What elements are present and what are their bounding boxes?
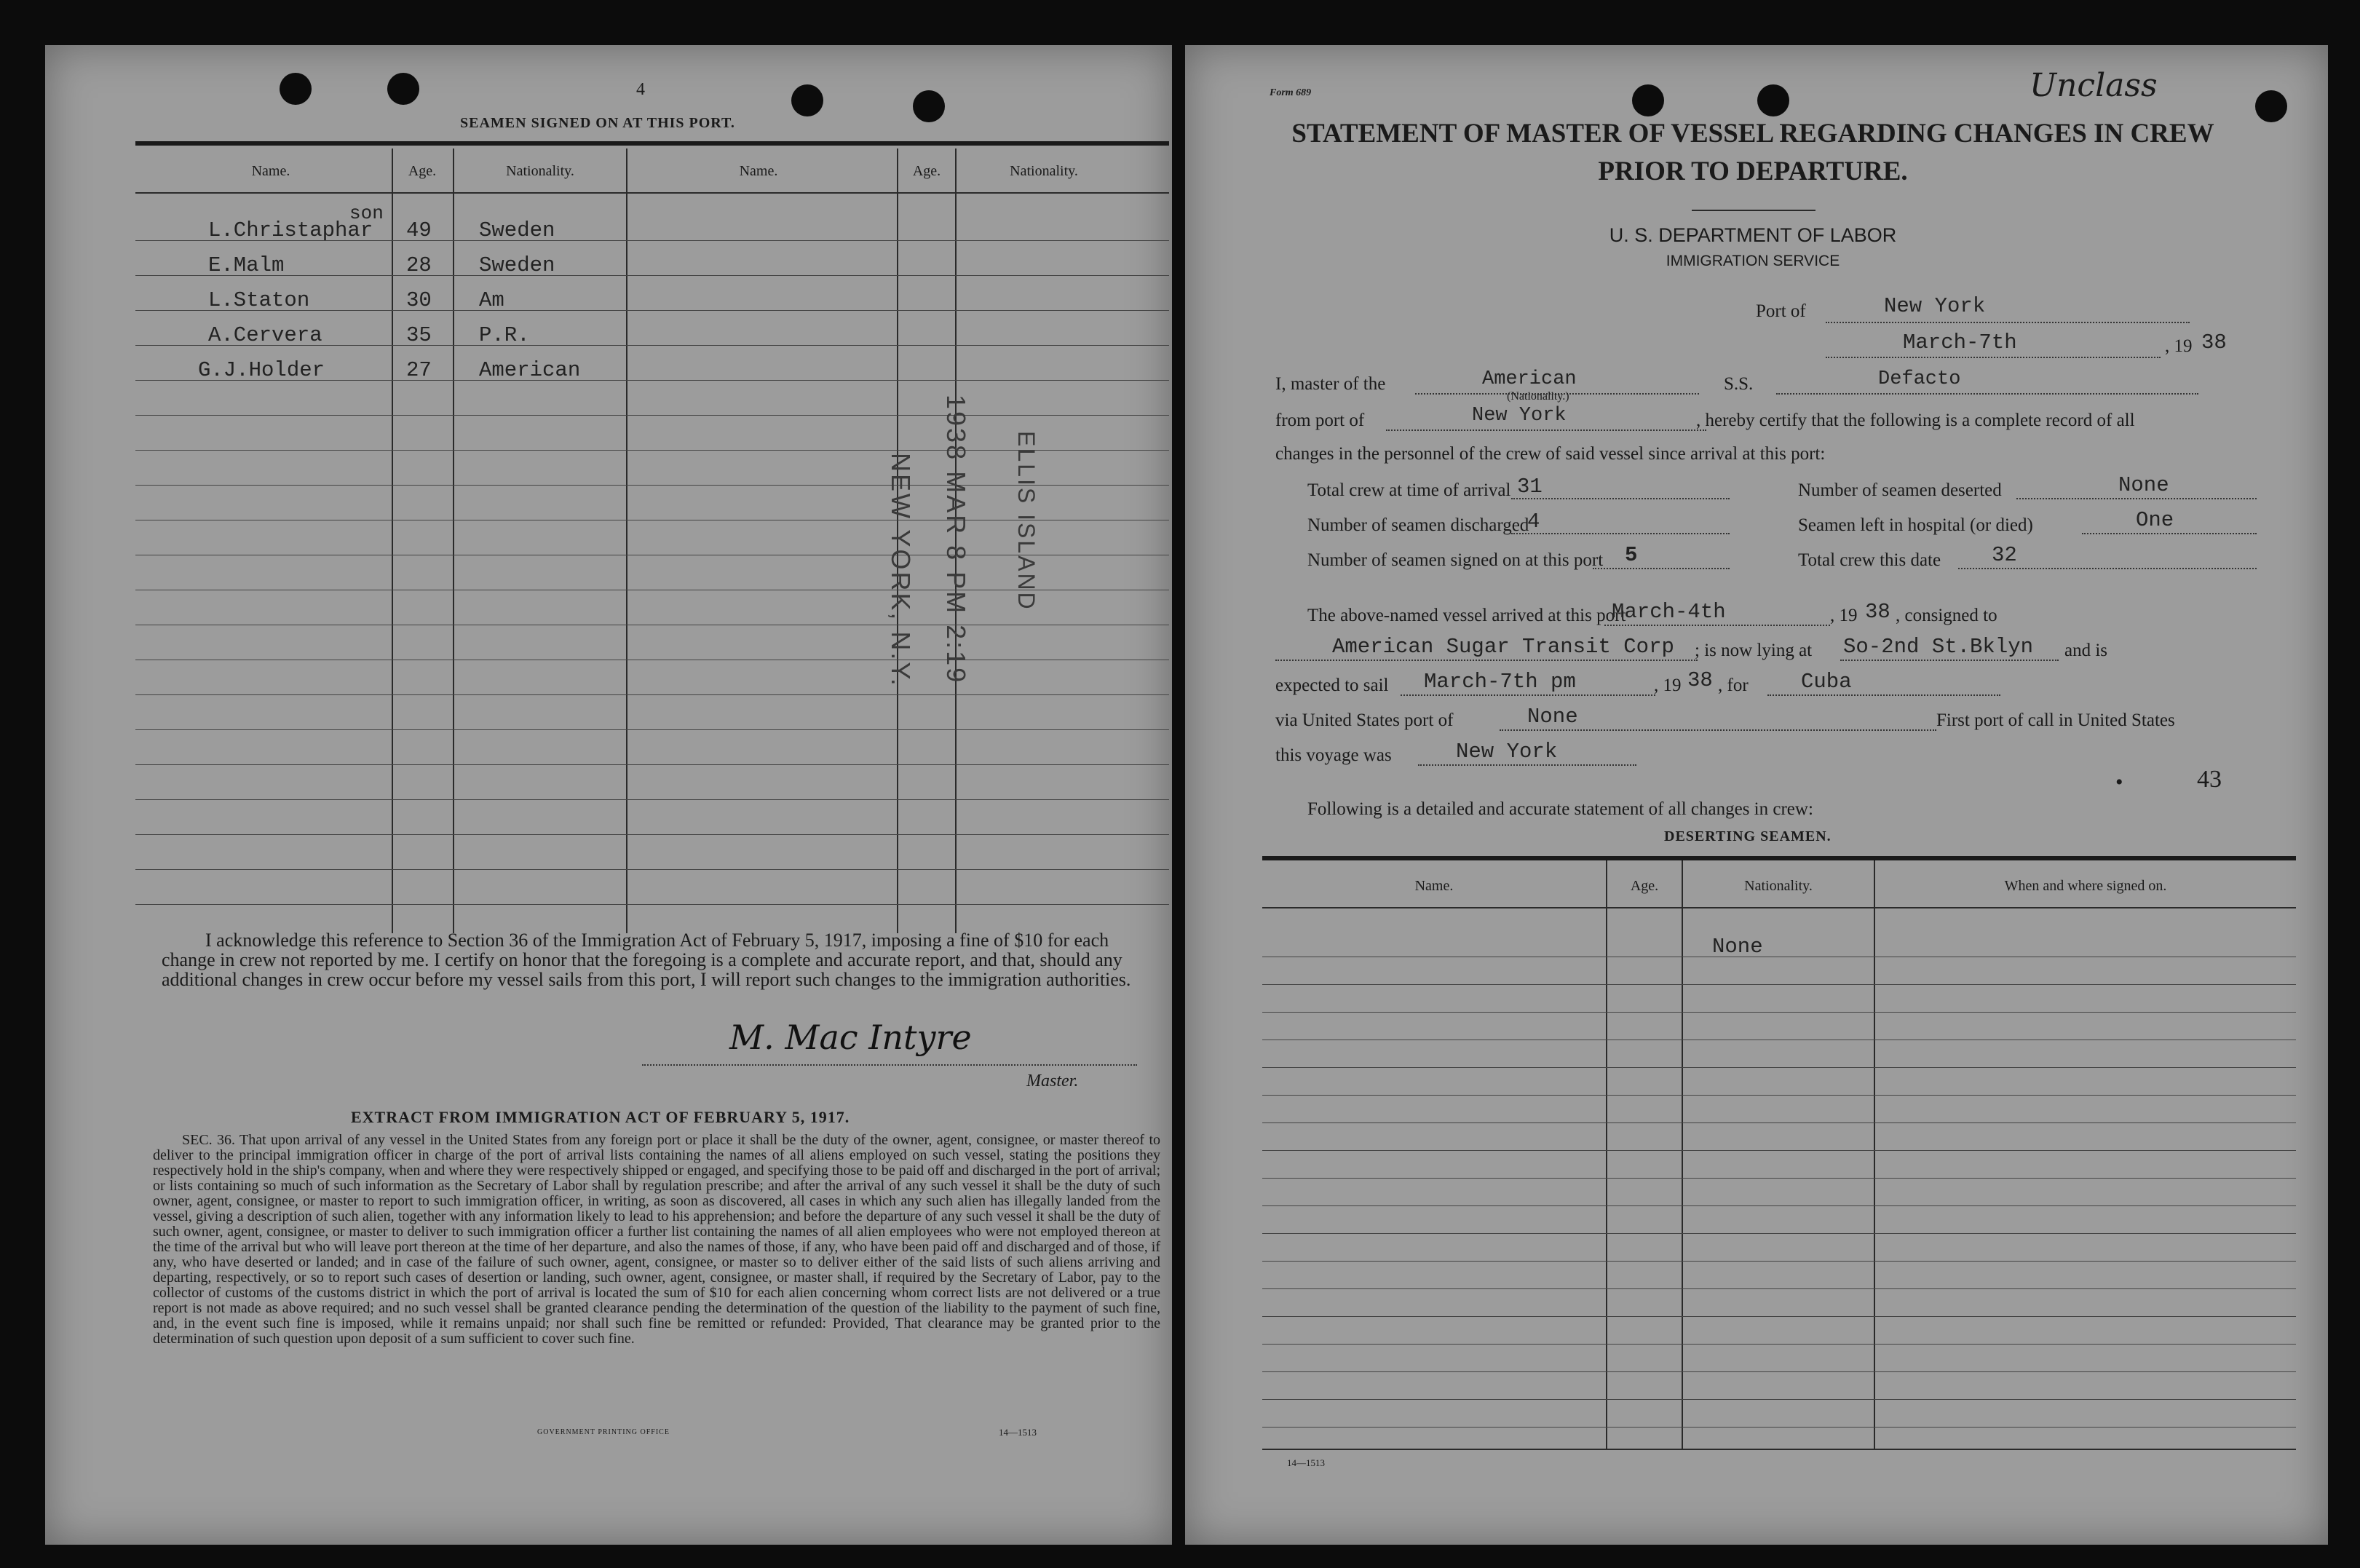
from-port-line	[1386, 429, 1706, 431]
consignee-line	[1275, 660, 1698, 661]
deserting-col-nationality: Nationality.	[1744, 878, 1813, 894]
crew-name: E.Malm	[208, 253, 285, 277]
signed-on-label: Number of seamen signed on at this port	[1307, 550, 1604, 570]
crew-age: 27	[406, 358, 432, 382]
deserted-label: Number of seamen deserted	[1798, 480, 2002, 500]
row-rule	[1262, 1150, 2296, 1151]
row-rule	[135, 834, 1169, 835]
row-rule	[1262, 984, 2296, 985]
port-label: Port of	[1756, 301, 1806, 321]
total-date-label: Total crew this date	[1798, 550, 1941, 570]
department: U. S. DEPARTMENT OF LABOR	[1609, 224, 1897, 246]
row-rule	[1262, 1399, 2296, 1400]
sail-year-label: , 19	[1654, 676, 1682, 695]
margin-number: 43	[2197, 766, 2222, 793]
vessel-line	[1776, 393, 2198, 395]
crew-nationality: Sweden	[479, 218, 555, 242]
row-rule	[1262, 1344, 2296, 1345]
row-rule	[1262, 1288, 2296, 1289]
receipt-stamp-office: ELLIS ISLAND	[1013, 431, 1040, 611]
expected-label: expected to sail	[1275, 676, 1389, 695]
crew-age: 35	[406, 323, 432, 347]
hospital-line	[2082, 533, 2257, 534]
row-rule	[1262, 1261, 2296, 1262]
crew-age: 30	[406, 288, 432, 312]
row-rule	[135, 904, 1169, 905]
discharged-line	[1511, 533, 1730, 534]
crew-name: L.Staton	[208, 288, 310, 312]
hospital-label: Seamen left in hospital (or died)	[1798, 515, 2033, 535]
receipt-stamp-city: NEW YORK, N.Y.	[886, 453, 916, 688]
corner-note: Unclass	[2030, 67, 2158, 104]
arrived-line	[1604, 625, 1830, 626]
right-page	[1185, 45, 2328, 1545]
row-rule	[1262, 1316, 2296, 1317]
from-port-value: New York	[1472, 405, 1567, 427]
ss-label: S.S.	[1724, 374, 1754, 394]
table-header-rule	[135, 192, 1169, 194]
crew-age: 49	[406, 218, 432, 242]
date-year-prefix: , 19	[2165, 336, 2193, 356]
date-value: March-7th	[1903, 330, 2017, 355]
deserting-col-divider	[1606, 860, 1607, 1449]
row-rule	[1262, 1371, 2296, 1372]
punch-hole	[280, 73, 312, 105]
date-line	[1826, 357, 2161, 358]
vessel-value: Defacto	[1878, 368, 1961, 390]
total-arrival-line	[1511, 498, 1730, 499]
crew-name: A.Cervera	[208, 323, 322, 347]
deserting-col-signed-on: When and where signed on.	[2004, 878, 2167, 894]
arrived-label: The above-named vessel arrived at this port	[1307, 606, 1626, 625]
deserted-value: None	[2118, 473, 2169, 497]
row-rule	[1262, 1012, 2296, 1013]
discharged-label: Number of seamen discharged	[1307, 515, 1529, 535]
via-value: None	[1527, 705, 1578, 729]
service: IMMIGRATION SERVICE	[1666, 253, 1840, 269]
col-divider	[392, 149, 393, 933]
punch-hole	[791, 84, 823, 116]
row-rule	[1262, 1095, 2296, 1096]
col-header-nationality-2: Nationality.	[1010, 163, 1078, 179]
voyage-value: New York	[1456, 740, 1558, 764]
page-number: 4	[636, 80, 645, 99]
and-is-label: and is	[2064, 641, 2108, 660]
table-top-rule	[135, 141, 1169, 146]
sail-value: March-7th pm	[1424, 670, 1576, 694]
crew-name: G.J.Holder	[198, 358, 325, 382]
hospital-value: One	[2136, 508, 2174, 532]
extract-title: EXTRACT FROM IMMIGRATION ACT OF FEBRUARY 5, 1917.	[351, 1108, 850, 1126]
row-rule	[1262, 1067, 2296, 1068]
col-divider	[453, 149, 454, 933]
punch-hole	[913, 90, 945, 122]
destination-line	[1767, 694, 2000, 696]
row-rule	[135, 275, 1169, 276]
crew-age: 28	[406, 253, 432, 277]
voyage-label: this voyage was	[1275, 745, 1392, 765]
col-header-name: Name.	[251, 163, 290, 179]
signature-label: Master.	[1026, 1072, 1079, 1090]
lying-value: So-2nd St.Bklyn	[1843, 635, 2034, 659]
destination-value: Cuba	[1801, 670, 1852, 694]
certify-text-2: changes in the personnel of the crew of said vessel since arrival at this port:	[1275, 444, 1826, 464]
form-code: 14—1513	[999, 1427, 1037, 1438]
row-rule	[135, 729, 1169, 730]
total-date-line	[1958, 568, 2257, 569]
receipt-stamp-date: 1938 MAR 8 PM 2:19	[941, 395, 971, 685]
deserting-table-bottom	[1262, 1449, 2296, 1450]
deserting-col-divider	[1682, 860, 1683, 1449]
consigned-label: , consigned to	[1896, 606, 1997, 625]
via-line	[1500, 729, 1936, 731]
nationality-value: American	[1482, 368, 1577, 390]
certify-text-1: , hereby certify that the following is a complete record of all	[1696, 411, 2135, 430]
form-title-line1: STATEMENT OF MASTER OF VESSEL REGARDING CHANGES IN CREW	[1291, 119, 2214, 149]
sail-line	[1401, 694, 1655, 696]
row-rule	[1262, 1205, 2296, 1206]
voyage-line	[1418, 764, 1636, 766]
lying-line	[1840, 660, 2059, 661]
port-value: New York	[1884, 294, 1986, 318]
deserting-col-divider	[1874, 860, 1875, 1449]
acknowledgment-text: I acknowledge this reference to Section 36 of the Immigration Act of February 5, 1917, imposing a fine of $10 for each change in crew not reported by me. I certify on honor that the foregoing is a complete and accurate report, and that, should any additional changes in crew occur before my vessel sails from this port, I will report such changes to the immigration authorities.	[162, 930, 1131, 990]
punch-hole	[1632, 84, 1664, 116]
col-header-name-2: Name.	[739, 163, 778, 179]
name-note: son	[349, 202, 384, 224]
first-port-label: First port of call in United States	[1936, 710, 2175, 730]
row-rule	[1262, 1427, 2296, 1428]
arrived-year-value: 38	[1865, 600, 1890, 624]
row-rule	[135, 415, 1169, 416]
from-port-label: from port of	[1275, 411, 1365, 430]
arrived-year-label: , 19	[1830, 606, 1858, 625]
total-arrival-label: Total crew at time of arrival	[1307, 480, 1511, 500]
col-header-nationality: Nationality.	[506, 163, 574, 179]
deserting-entry: None	[1712, 935, 1763, 959]
row-rule	[135, 764, 1169, 765]
crew-nationality: P.R.	[479, 323, 530, 347]
form-label: Form 689	[1270, 87, 1312, 98]
total-date-value: 32	[1992, 543, 2017, 567]
via-label: via United States port of	[1275, 710, 1454, 730]
following-text: Following is a detailed and accurate statement of all changes in crew:	[1307, 799, 1813, 819]
nationality-hint: (Nationality.)	[1507, 390, 1569, 403]
col-header-age: Age.	[408, 163, 437, 179]
deserting-title: DESERTING SEAMEN.	[1664, 828, 1832, 844]
extract-text: SEC. 36. That upon arrival of any vessel in the United States from any foreign port or place it shall be the duty of the owner, agent, consignee, or master thereof to deliver to the principal immigration officer in charge of the port of arrival lists containing the names of all aliens employed on such vessel, stating the positions they respectively hold in the ship's company, when and where they were respectively shipped or engaged, and specifying those to be paid off and discharged in the port of arrival; or lists containing so much of such information as the Secretary of Labor shall by regulation prescribe; and after the arrival of any such vessel it shall be the duty of such owner, agent, consignee, or master to report to such immigration officer, in writing, as soon as discovered, all cases in which any such alien has illegally landed from the vessel, giving a description of such alien, together with any information likely to lead to his apprehension; and before the departure of any such vessel it shall be the duty of such owner, agent, consignee, or master to deliver to such immigration officer a further list containing the names of all alien employees who were not employed thereon at the time of the arrival but who will leave port thereon at the time of her departure, and also the names of those, if any, who have been paid off and discharged and of those, if any, who have deserted or landed; and in case of the failure of such owner, agent, consignee, or master so to deliver either of the said lists of such aliens arriving and departing, respectively, or so to report such cases of desertion or landing, such owner, agent, consignee, or master shall, if required by the Secretary of Labor, pay to the collector of customs of the customs district in which the port of arrival is located the sum of $10 for each alien concerning whom correct lists are not delivered or a true report is not made as above required; and no such vessel shall be granted clearance pending the determination of the question of the liability to the payment of such fine, and, in the event such fine is imposed, while it remains unpaid; nor shall such fine be remitted or refunded: Provided, That clearance may be granted prior to the determination of such question upon deposit of a sum sufficient to cover such fine.	[153, 1132, 1160, 1347]
margin-dot: •	[2115, 770, 2123, 794]
deserting-header-rule	[1262, 907, 2296, 908]
signed-on-value: 5	[1625, 543, 1638, 567]
punch-hole	[1757, 84, 1789, 116]
row-rule	[135, 799, 1169, 800]
deserting-col-name: Name.	[1414, 878, 1454, 894]
left-page	[45, 45, 1172, 1545]
col-header-age-2: Age.	[912, 163, 941, 179]
row-rule	[135, 869, 1169, 870]
signed-on-line	[1593, 568, 1730, 569]
row-rule	[1262, 1178, 2296, 1179]
crew-nationality: American	[479, 358, 581, 382]
title-rule	[1692, 210, 1815, 211]
total-arrival-value: 31	[1517, 475, 1543, 499]
sail-year-value: 38	[1687, 668, 1713, 692]
row-rule	[1262, 1233, 2296, 1234]
date-year-value: 38	[2201, 330, 2227, 355]
consignee-value: American Sugar Transit Corp	[1332, 635, 1674, 659]
master-signature: M. Mac Intyre	[729, 1018, 972, 1057]
crew-nationality: Sweden	[479, 253, 555, 277]
col-divider	[626, 149, 627, 933]
deserted-line	[2016, 498, 2257, 499]
form-title-line2: PRIOR TO DEPARTURE.	[1598, 157, 1908, 186]
crew-name: L.Christaphar	[208, 218, 373, 242]
punch-hole	[387, 73, 419, 105]
row-rule	[1262, 1122, 2296, 1123]
for-label: , for	[1718, 676, 1749, 695]
master-of-label: I, master of the	[1275, 374, 1386, 394]
port-line	[1826, 322, 2190, 323]
discharged-value: 4	[1527, 510, 1540, 534]
deserting-table-top	[1262, 856, 2296, 860]
deserting-col-age: Age.	[1630, 878, 1659, 894]
signature-line	[642, 1064, 1137, 1066]
section-title: SEAMEN SIGNED ON AT THIS PORT.	[460, 115, 735, 131]
row-rule	[135, 694, 1169, 695]
arrived-value: March-4th	[1612, 600, 1726, 624]
lying-label: ; is now lying at	[1695, 641, 1813, 660]
form-code: 14—1513	[1287, 1457, 1325, 1468]
crew-nationality: Am	[479, 288, 504, 312]
printer-line: GOVERNMENT PRINTING OFFICE	[537, 1428, 670, 1436]
